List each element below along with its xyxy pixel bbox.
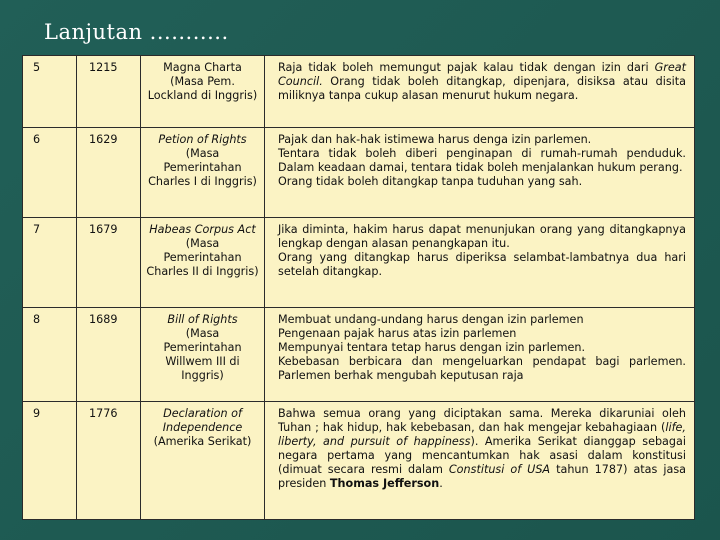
desc-italic: life, liberty, and pursuit of happiness xyxy=(278,421,686,448)
table-row xyxy=(23,56,695,128)
event-subtitle: (Masa Pemerintahan Charles I di Inggris) xyxy=(148,147,257,188)
event-title: Bill of Rights xyxy=(167,313,238,326)
row-number: 6 xyxy=(23,128,77,218)
row-number: 7 xyxy=(23,218,77,308)
desc-line: Mempunyai tentara tetap harus dengan izin parlemen. xyxy=(278,341,586,354)
desc-italic: Constitusi of USA xyxy=(448,463,551,476)
desc-line: Kebebasan berbicara dan mengeluarkan pendapat bagi parlemen. Parlemen berhak mengubah keputusan raja xyxy=(278,355,686,382)
table-row xyxy=(23,308,695,402)
desc-line: Jika diminta, hakim harus dapat menunjukan orang yang ditangkapnya lengkap dengan alasan penangkapan itu. xyxy=(278,223,686,250)
event-title: Petion of Rights xyxy=(158,133,247,146)
desc-text: . xyxy=(439,477,443,490)
table-row xyxy=(23,128,695,218)
desc-text: Raja tidak boleh memungut pajak kalau tidak dengan izin dari xyxy=(278,61,655,74)
desc-line: Membuat undang-undang harus dengan izin parlemen xyxy=(278,313,584,326)
row-description xyxy=(265,402,695,520)
row-year: 1215 xyxy=(77,56,141,128)
row-event xyxy=(141,128,265,218)
row-description xyxy=(265,218,695,308)
row-description xyxy=(265,56,695,128)
desc-line: Orang tidak boleh ditangkap tanpa tuduhan yang sah. xyxy=(278,175,583,188)
row-description xyxy=(265,128,695,218)
desc-line: Pengenaan pajak harus atas izin parlemen xyxy=(278,327,517,340)
desc-italic: Great Council. xyxy=(278,61,686,88)
row-number: 9 xyxy=(23,402,77,520)
event-title: Magna Charta xyxy=(163,61,242,74)
table-row xyxy=(23,402,695,520)
desc-bold: Thomas Jefferson xyxy=(329,477,440,490)
event-subtitle: (Amerika Serikat) xyxy=(153,435,252,448)
row-event xyxy=(141,402,265,520)
desc-line: Orang yang ditangkap harus diperiksa selambat-lambatnya dua hari setelah ditangkap. xyxy=(278,251,686,278)
history-table xyxy=(22,55,695,520)
page-title: Lanjutan ........... xyxy=(44,20,229,44)
row-event xyxy=(141,56,265,128)
row-number: 8 xyxy=(23,308,77,402)
row-year: 1629 xyxy=(77,128,141,218)
desc-text: tahun 1787) atas jasa presiden xyxy=(278,463,687,490)
row-event xyxy=(141,308,265,402)
desc-text: Orang tidak boleh ditangkap, dipenjara, disiksa atau disita miliknya tanpa cukup alasan menurut hukum negara. xyxy=(278,75,686,102)
event-subtitle: (Masa Pemerintahan Charles II di Inggris) xyxy=(146,237,259,278)
row-year: 1679 xyxy=(77,218,141,308)
event-subtitle: (Masa Pemerintahan Willwem III di Inggris) xyxy=(163,327,242,382)
desc-line: Tentara tidak boleh diberi penginapan di rumah-rumah penduduk. Dalam keadaan damai, tentara tidak boleh menjalankan hukum perang. xyxy=(278,147,686,174)
event-title: Declaration of Independence xyxy=(162,407,243,434)
desc-text: Bahwa semua orang yang diciptakan sama. Mereka dikaruniai oleh Tuhan ; hak hidup, hak kebebasan, dan hak mengejar kebahagiaan ( xyxy=(278,407,686,434)
history-table-container xyxy=(22,55,694,520)
row-year: 1689 xyxy=(77,308,141,402)
desc-line: Pajak dan hak-hak istimewa harus denga izin parlemen. xyxy=(278,133,592,146)
row-year: 1776 xyxy=(77,402,141,520)
desc-text: ). Amerika Serikat dianggap sebagai negara pertama yang mencantumkan hak asasi dalam konstitusi (dimuat secara resmi dalam xyxy=(278,435,686,476)
event-title: Habeas Corpus Act xyxy=(149,223,256,236)
table-row xyxy=(23,218,695,308)
event-subtitle: (Masa Pem. Lockland di Inggris) xyxy=(147,75,258,102)
row-description xyxy=(265,308,695,402)
row-number: 5 xyxy=(23,56,77,128)
row-event xyxy=(141,218,265,308)
